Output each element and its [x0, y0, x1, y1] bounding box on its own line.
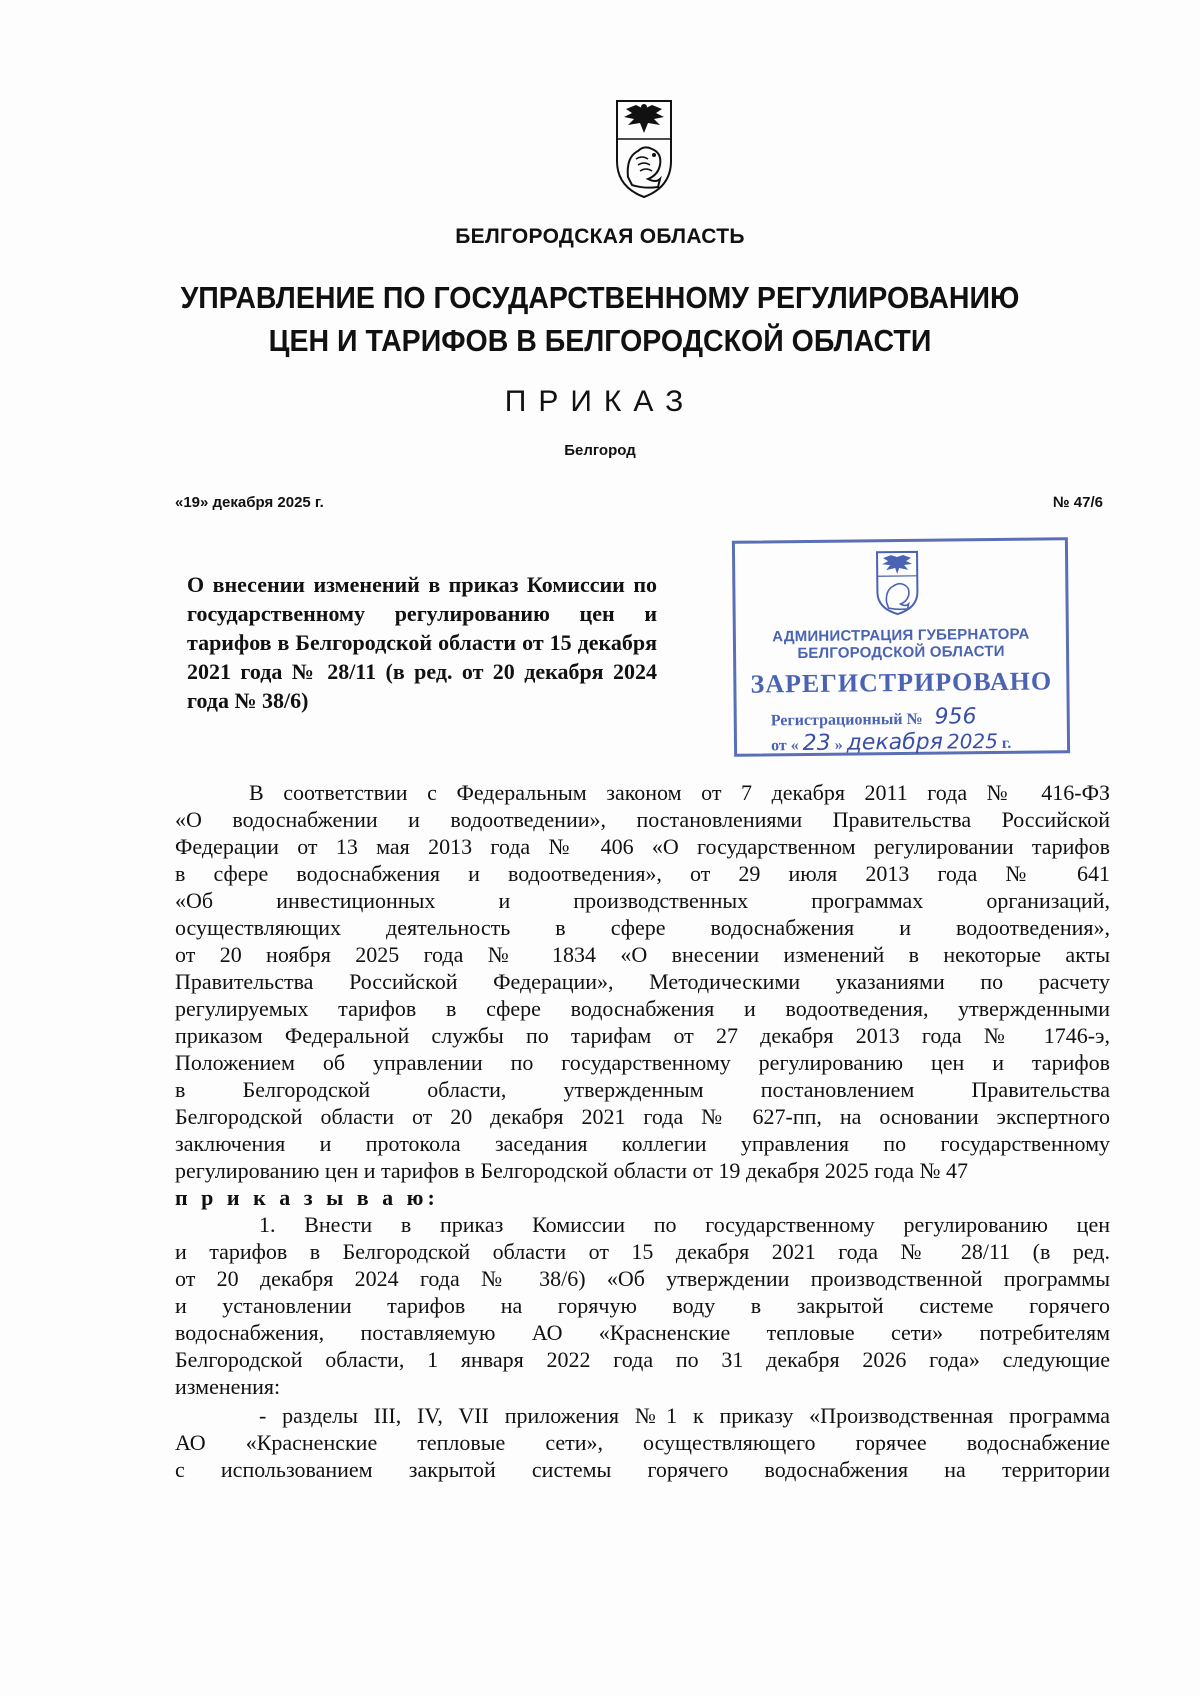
body-line: Федерации от 13 мая 2013 года № 406 «О государственном регулировании тарифов	[175, 834, 1110, 859]
body-line: Положением об управлении по государственному регулированию цен и тарифов	[175, 1050, 1110, 1075]
coat-of-arms-icon	[614, 99, 674, 199]
stamp-administration	[736, 625, 1066, 662]
body-line: в сфере водоснабжения и водоотведения», от 29 июля 2013 года № 641	[175, 861, 1110, 886]
item1-line: Белгородской области, 1 января 2022 года по 31 декабря 2026 года» следующие	[175, 1347, 1110, 1372]
stamp-coat-of-arms-icon	[875, 550, 920, 616]
body-line: приказом Федеральной службы по тарифам от 27 декабря 2013 года № 1746-э,	[175, 1023, 1110, 1048]
stamp-administration-line2: БЕЛГОРОДСКОЙ ОБЛАСТИ	[797, 642, 1005, 663]
body-line: Правительства Российской Федерации», Методическими указаниями по расчету	[175, 969, 1110, 994]
document-number: № 47/6	[1052, 494, 1103, 511]
body-line: заключения и протокола заседания коллегии управления по государственному	[175, 1131, 1110, 1156]
stamp-registration-number	[771, 704, 977, 731]
body-line: от 20 ноября 2025 года № 1834 «О внесении изменений в некоторые акты	[175, 942, 1110, 967]
stamp-month: декабря	[846, 729, 944, 756]
body-line: регулированию цен и тарифов в Белгородской области от 19 декабря 2025 года № 47	[175, 1158, 969, 1183]
item1-line: изменения:	[175, 1374, 281, 1399]
body-line: «О водоснабжении и водоотведении», постановлениями Правительства Российской	[175, 807, 1110, 832]
item1-line: 1. Внести в приказ Комиссии по государственному регулированию цен	[259, 1212, 1110, 1237]
document-subject: О внесении изменений в приказ Комиссии по государственному регулированию цен и тарифов в Белгородской области от 15 декабря 2021 года № 28/11 (в ред. от 20 декабря 2024 года № 38/6)	[187, 572, 657, 713]
stamp-reg-number: 956	[934, 704, 977, 730]
body-line: осуществляющих деятельность в сфере водоснабжения и водоотведения»,	[175, 915, 1110, 940]
stamp-date-suffix: г.	[1001, 734, 1012, 752]
document-type: ПРИКАЗ	[504, 385, 696, 418]
body-line: в Белгородской области, утвержденным постановлением Правительства	[175, 1077, 1110, 1102]
stamp-date-prefix: от «	[770, 737, 799, 755]
stamp-day: 23	[802, 730, 831, 757]
document-date: «19» декабря 2025 г.	[175, 494, 324, 511]
item1-line: и тарифов в Белгородской области от 15 декабря 2021 года № 28/11 (в ред.	[175, 1239, 1110, 1264]
stamp-registered: ЗАРЕГИСТРИРОВАНО	[750, 666, 1053, 699]
item1-line: от 20 декабря 2024 года № 38/6) «Об утверждении производственной программы	[175, 1266, 1110, 1291]
stamp-reg-label: Регистрационный №	[770, 710, 923, 730]
document-body	[175, 779, 1110, 1483]
agency-title	[48, 276, 1152, 362]
body-line: Белгородской области от 20 декабря 2021 года № 627-пп, на основании экспертного	[175, 1104, 1110, 1129]
item1-line: и установлении тарифов на горячую воду в закрытой системе горячего	[175, 1293, 1110, 1318]
registration-stamp	[732, 537, 1070, 757]
sub-item-line: - разделы III, IV, VII приложения №1 к приказу «Производственная программа	[259, 1403, 1110, 1428]
body-line: В соответствии с Федеральным законом от 7 декабря 2011 года № 416-ФЗ	[249, 780, 1110, 805]
stamp-administration-line1: АДМИНИСТРАЦИЯ ГУБЕРНАТОРА	[772, 625, 1030, 646]
region-title: БЕЛГОРОДСКАЯ ОБЛАСТЬ	[455, 225, 745, 248]
agency-title-line1: УПРАВЛЕНИЕ ПО ГОСУДАРСТВЕННОМУ РЕГУЛИРОВАНИЮ	[180, 280, 1020, 315]
decree-word: п р и к а з ы в а ю:	[175, 1185, 439, 1210]
city: Белгород	[564, 442, 636, 459]
body-line: «Об инвестиционных и производственных программах организаций,	[175, 888, 1110, 913]
stamp-date-mid: »	[834, 736, 843, 754]
stamp-year: 2025	[946, 728, 998, 754]
sub-item-line: с использованием закрытой системы горячего водоснабжения на территории	[175, 1457, 1110, 1482]
item1-line: водоснабжения, поставляемую АО «Красненские тепловые сети» потребителям	[175, 1320, 1110, 1345]
agency-title-line2: ЦЕН И ТАРИФОВ В БЕЛГОРОДСКОЙ ОБЛАСТИ	[268, 323, 932, 358]
sub-item-line: АО «Красненские тепловые сети», осуществляющего горячее водоснабжение	[175, 1430, 1110, 1455]
body-line: регулируемых тарифов в сфере водоснабжения и водоотведения, утвержденными	[175, 996, 1110, 1021]
stamp-date	[771, 729, 1012, 757]
